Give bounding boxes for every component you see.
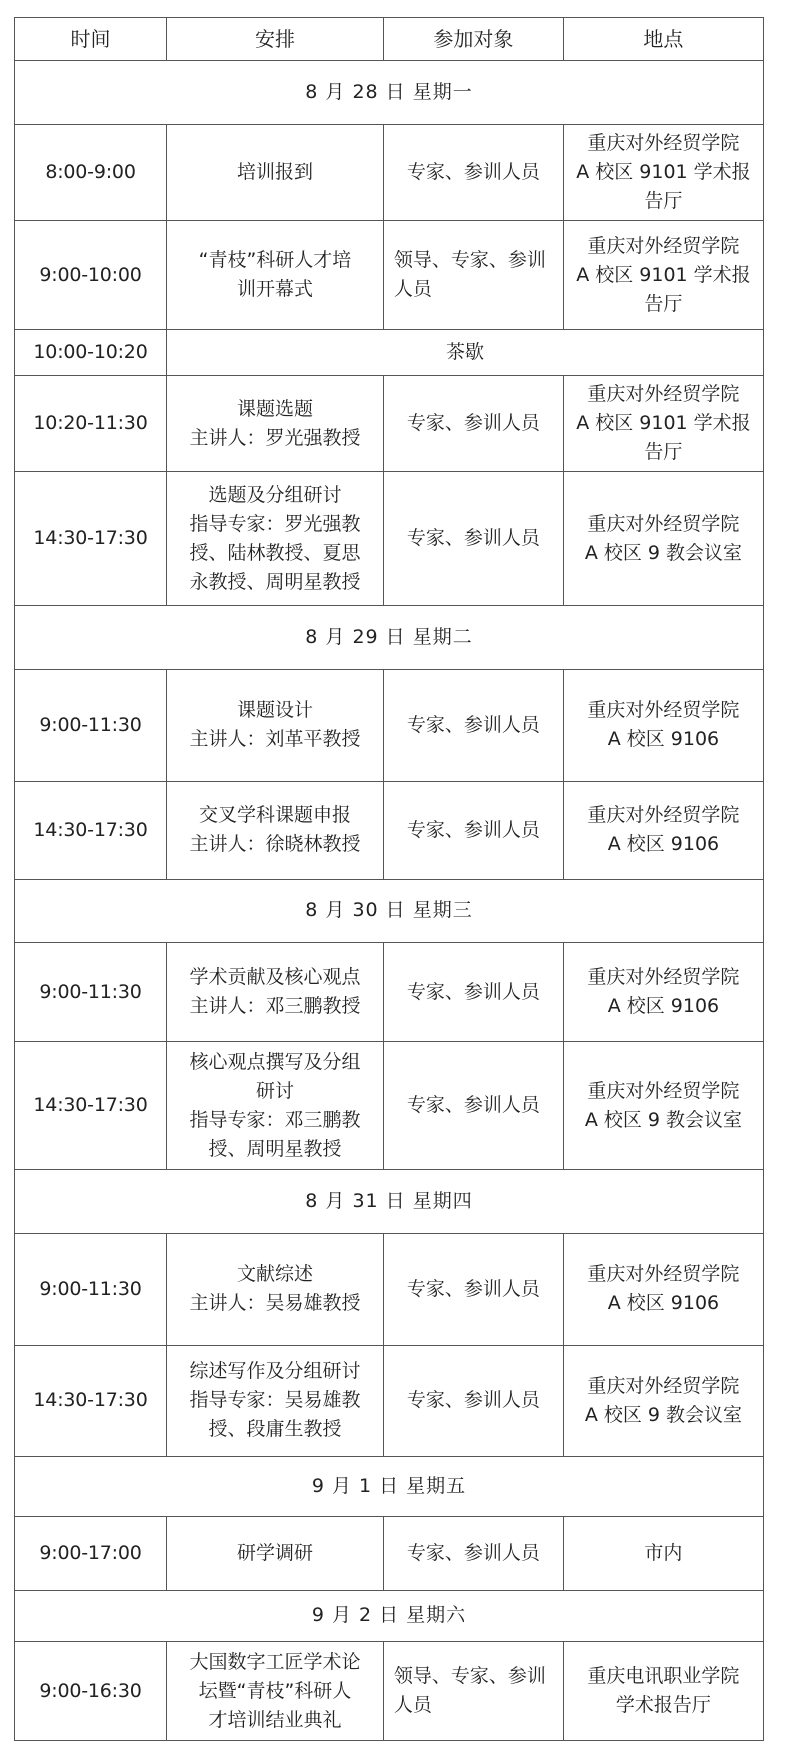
day-date-label: 9 月 2 日 星期六: [15, 1590, 764, 1642]
cell-line: 告厅: [644, 441, 683, 464]
day-date-label: 9 月 1 日 星期五: [15, 1456, 764, 1516]
session-arrangement: [167, 781, 384, 879]
session-participants: [383, 781, 563, 879]
cell-line: 核心观点撰写及分组: [189, 1050, 361, 1073]
session-location: [563, 1345, 763, 1456]
cell-line: A 校区 9106: [607, 1292, 720, 1315]
session-row: [15, 221, 764, 330]
session-location: [563, 1041, 763, 1169]
session-participants: [383, 375, 563, 472]
session-location: [563, 221, 763, 330]
session-time: 9:00-17:00: [15, 1517, 167, 1591]
session-row: [15, 1233, 764, 1345]
session-time: 9:00-16:30: [15, 1642, 167, 1741]
session-location: [563, 943, 763, 1042]
session-time: 10:00-10:20: [15, 329, 167, 375]
cell-line: 专家、参训人员: [406, 980, 540, 1003]
session-time: 9:00-10:00: [15, 221, 167, 330]
session-time: 9:00-11:30: [15, 1233, 167, 1345]
session-arrangement: [167, 124, 384, 221]
session-time: 14:30-17:30: [15, 1041, 167, 1169]
session-location: [563, 669, 763, 781]
cell-line: 重庆对外经贸学院: [587, 512, 740, 535]
cell-line: 指导专家：吴易雄教: [189, 1389, 361, 1412]
cell-line: 专家、参训人员: [406, 1541, 540, 1564]
session-participants: [383, 1345, 563, 1456]
session-participants: [383, 1041, 563, 1169]
day-date-label: 8 月 29 日 星期二: [15, 606, 764, 670]
header-row: [15, 18, 764, 61]
session-participants: [383, 943, 563, 1042]
cell-line: A 校区 9101 学术报: [576, 263, 751, 286]
cell-line: 学术报告厅: [615, 1694, 711, 1717]
cell-line: 学术贡献及核心观点: [189, 966, 361, 989]
session-participants: [383, 472, 563, 606]
session-participants: [383, 1517, 563, 1591]
day-header-row: [15, 61, 764, 125]
session-location: [563, 375, 763, 472]
session-arrangement: [167, 1041, 384, 1169]
cell-line: A 校区 9106: [607, 833, 720, 856]
session-time: 10:20-11:30: [15, 375, 167, 472]
session-time: 9:00-11:30: [15, 669, 167, 781]
cell-line: 主讲人：吴易雄教授: [189, 1292, 361, 1315]
cell-line: 告厅: [644, 189, 683, 212]
cell-line: 市内: [644, 1541, 683, 1564]
session-location: [563, 124, 763, 221]
session-location: [563, 781, 763, 879]
cell-line: 专家、参训人员: [406, 818, 540, 841]
cell-line: 主讲人：邓三鹏教授: [189, 995, 361, 1018]
header-arrangement: 安排: [167, 18, 384, 61]
cell-line: 授、陆林教授、夏思: [189, 541, 361, 564]
cell-line: 指导专家：邓三鹏教: [189, 1108, 361, 1131]
cell-line: 授、段庸生教授: [208, 1418, 342, 1441]
day-header-row: [15, 1456, 764, 1516]
cell-line: 坛暨“青枝”科研人: [198, 1679, 352, 1702]
cell-line: 永教授、周明星教授: [189, 570, 361, 593]
cell-line: 专家、参训人员: [406, 527, 540, 550]
cell-line: A 校区 9106: [607, 728, 720, 751]
header-participants: 参加对象: [383, 18, 563, 61]
session-participants: [383, 1233, 563, 1345]
day-date-label: 8 月 30 日 星期三: [15, 879, 764, 943]
session-arrangement: [167, 1642, 384, 1741]
session-arrangement: [167, 472, 384, 606]
session-row: [15, 375, 764, 472]
session-time: 8:00-9:00: [15, 124, 167, 221]
cell-line: 专家、参训人员: [406, 1094, 540, 1117]
session-row: [15, 669, 764, 781]
session-arrangement: [167, 669, 384, 781]
session-row: [15, 472, 764, 606]
cell-line: 专家、参训人员: [406, 160, 540, 183]
cell-line: 重庆对外经贸学院: [587, 804, 740, 827]
cell-line: A 校区 9101 学术报: [576, 160, 751, 183]
session-location: [563, 1642, 763, 1741]
cell-line: A 校区 9 教会议室: [584, 541, 743, 564]
cell-line: 人员: [393, 1694, 432, 1717]
cell-line: 研学调研: [236, 1541, 313, 1564]
cell-line: 专家、参训人员: [406, 1277, 540, 1300]
schedule-body: [15, 61, 764, 1741]
session-location: [563, 1233, 763, 1345]
session-arrangement: [167, 1345, 384, 1456]
cell-line: 重庆对外经贸学院: [587, 234, 740, 257]
day-header-row: [15, 606, 764, 670]
cell-line: 课题设计: [236, 699, 313, 722]
day-header-row: [15, 879, 764, 943]
cell-line: 大国数字工匠学术论: [189, 1650, 361, 1673]
session-arrangement: [167, 1233, 384, 1345]
session-row: [15, 1041, 764, 1169]
cell-line: 重庆对外经贸学院: [587, 383, 740, 406]
session-arrangement: [167, 221, 384, 330]
cell-line: A 校区 9101 学术报: [576, 412, 751, 435]
session-row: [15, 1517, 764, 1591]
cell-line: 重庆对外经贸学院: [587, 699, 740, 722]
session-time: 9:00-11:30: [15, 943, 167, 1042]
break-label: 茶歇: [167, 329, 764, 375]
cell-line: A 校区 9 教会议室: [584, 1403, 743, 1426]
cell-line: “青枝”科研人才培: [198, 249, 352, 272]
cell-line: A 校区 9106: [607, 995, 720, 1018]
day-date-label: 8 月 28 日 星期一: [15, 61, 764, 125]
cell-line: 告厅: [644, 292, 683, 315]
day-header-row: [15, 1170, 764, 1234]
session-participants: [383, 221, 563, 330]
session-time: 14:30-17:30: [15, 472, 167, 606]
cell-line: 重庆对外经贸学院: [587, 1263, 740, 1286]
cell-line: 训开幕式: [236, 278, 313, 301]
session-participants: [383, 124, 563, 221]
cell-line: 才培训结业典礼: [208, 1708, 342, 1731]
session-participants: [383, 1642, 563, 1741]
cell-line: 选题及分组研讨: [208, 483, 342, 506]
session-row: [15, 781, 764, 879]
cell-line: 重庆对外经贸学院: [587, 1374, 740, 1397]
day-date-label: 8 月 31 日 星期四: [15, 1170, 764, 1234]
cell-line: 文献综述: [236, 1263, 313, 1286]
cell-line: A 校区 9 教会议室: [584, 1108, 743, 1131]
session-arrangement: [167, 1517, 384, 1591]
session-row: [15, 1642, 764, 1741]
session-row: [15, 1345, 764, 1456]
cell-line: 重庆电讯职业学院: [587, 1665, 740, 1688]
session-time: 14:30-17:30: [15, 1345, 167, 1456]
cell-line: 综述写作及分组研讨: [189, 1360, 361, 1383]
cell-line: 重庆对外经贸学院: [587, 966, 740, 989]
cell-line: 授、周明星教授: [208, 1137, 342, 1160]
cell-line: 交叉学科课题申报: [198, 804, 351, 827]
cell-line: 培训报到: [236, 160, 313, 183]
session-arrangement: [167, 375, 384, 472]
session-row: [15, 124, 764, 221]
cell-line: 指导专家：罗光强教: [189, 512, 361, 535]
header-time: 时间: [15, 18, 167, 61]
cell-line: 主讲人：刘革平教授: [189, 728, 361, 751]
cell-line: 重庆对外经贸学院: [587, 131, 740, 154]
cell-line: 领导、专家、参训: [393, 1665, 546, 1688]
cell-line: 人员: [393, 278, 432, 301]
cell-line: 专家、参训人员: [406, 1389, 540, 1412]
day-header-row: [15, 1590, 764, 1642]
session-time: 14:30-17:30: [15, 781, 167, 879]
cell-line: 课题选题: [236, 397, 313, 420]
cell-line: 主讲人：徐晓林教授: [189, 833, 361, 856]
session-row: [15, 329, 764, 375]
header-location: 地点: [563, 18, 763, 61]
session-location: [563, 472, 763, 606]
cell-line: 专家、参训人员: [406, 412, 540, 435]
schedule-table: [14, 17, 764, 1741]
cell-line: 领导、专家、参训: [393, 249, 546, 272]
session-arrangement: [167, 943, 384, 1042]
cell-line: 主讲人：罗光强教授: [189, 426, 361, 449]
cell-line: 专家、参训人员: [406, 713, 540, 736]
session-row: [15, 943, 764, 1042]
cell-line: 研讨: [255, 1079, 294, 1102]
cell-line: 重庆对外经贸学院: [587, 1079, 740, 1102]
session-participants: [383, 669, 563, 781]
session-location: [563, 1517, 763, 1591]
